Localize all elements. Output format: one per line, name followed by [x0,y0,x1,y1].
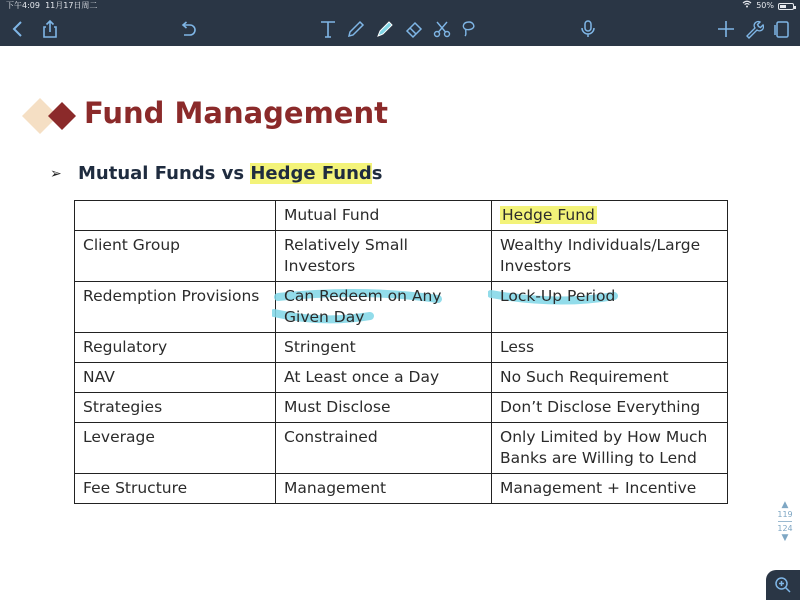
status-time-date [6,0,97,12]
table-cell: Constrained [276,423,492,474]
page-title: Fund Management [84,96,388,130]
table-row [75,423,728,474]
status-bar [0,0,800,12]
text-tool-icon[interactable] [316,17,340,41]
subtitle-prefix: Mutual Funds vs [78,163,251,184]
page-up-icon[interactable]: ▲ [781,500,789,510]
page-current: 119 [777,510,793,519]
zoom-in-icon [774,576,792,594]
highlighter-icon[interactable] [373,17,397,41]
wrench-icon[interactable] [742,17,766,41]
table-cell: Don’t Disclose Everything [492,393,728,423]
lasso-icon[interactable] [457,17,481,41]
page-indicator[interactable] [774,500,796,543]
table-cell: Redemption Provisions [75,282,276,333]
table-cell: No Such Requirement [492,363,728,393]
toolbar [0,12,800,46]
eraser-icon[interactable] [402,17,426,41]
table-cell: Less [492,333,728,363]
page-total: 124 [777,524,793,533]
zoom-button[interactable] [766,570,800,600]
subtitle-suffix: s [371,163,383,184]
table-row [75,231,728,282]
table-cell [492,282,728,333]
status-time: 下午4:09 [6,1,40,10]
redeem-text: Can Redeem on Any Given Day [284,287,442,326]
table-cell: At Least once a Day [276,363,492,393]
table-cell: Wealthy Individuals/Large Investors [492,231,728,282]
back-chevron-icon[interactable] [6,17,30,41]
table-row [75,393,728,423]
battery-percent: 50% [756,1,774,10]
table-cell: Relatively Small Investors [276,231,492,282]
add-icon[interactable] [714,17,738,41]
slide-subtitle [78,163,383,184]
pages-icon[interactable] [770,17,794,41]
table-cell: Fee Structure [75,474,276,504]
table-cell: Client Group [75,231,276,282]
page-down-icon[interactable]: ▼ [781,533,789,543]
share-icon[interactable] [38,17,62,41]
table-cell: Management [276,474,492,504]
table-cell [276,282,492,333]
bullet-arrow-icon: ➢ [50,166,62,182]
table-cell: Regulatory [75,333,276,363]
status-date: 11月17日周二 [45,1,98,10]
table-cell: Strategies [75,393,276,423]
pen-icon[interactable] [344,17,368,41]
table-cell: Only Limited by How Much Banks are Willing to Lend [492,423,728,474]
table-header-row [75,201,728,231]
diamond-logo-icon [22,98,82,134]
page-divider [778,521,792,522]
hedge-fund-header-highlight: Hedge Fund [502,206,595,224]
comparison-table [74,200,728,504]
table-cell: Leverage [75,423,276,474]
table-row [75,363,728,393]
table-cell: Management + Incentive [492,474,728,504]
battery-icon [778,3,794,10]
status-right [742,0,794,12]
microphone-icon[interactable] [576,17,600,41]
table-header-cell: Mutual Fund [276,201,492,231]
table-row [75,333,728,363]
lockup-text: Lock-Up Period [500,287,616,305]
table-row [75,282,728,333]
battery-fill [780,5,786,8]
table-row [75,474,728,504]
table-cell: Must Disclose [276,393,492,423]
scissors-icon[interactable] [430,17,454,41]
table-header-cell [75,201,276,231]
subtitle-highlight: Hedge Fund [250,163,372,184]
table-header-cell [492,201,728,231]
table-cell: Stringent [276,333,492,363]
undo-icon[interactable] [176,17,200,41]
table-cell: NAV [75,363,276,393]
wifi-icon [742,0,752,12]
